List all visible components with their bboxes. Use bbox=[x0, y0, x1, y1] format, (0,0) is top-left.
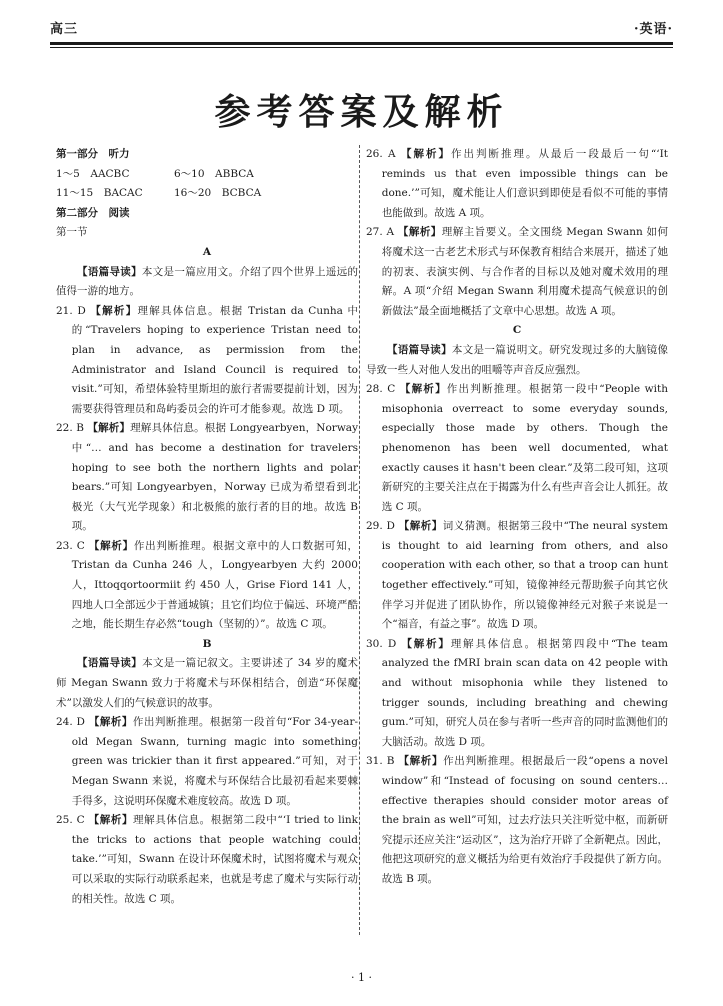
header-rule-thin bbox=[50, 47, 673, 48]
listening-answer: 11～15 BACAC bbox=[56, 187, 143, 200]
answer-29 bbox=[366, 517, 668, 635]
answer-23 bbox=[56, 537, 358, 635]
guide-text: 本文是一篇记叙文。主要讲述了 34 岁的魔术师 Megan Swann 致力于将魔术与环保相结合，创造“环保魔术”以激发人们的气候意识的故事。 bbox=[56, 657, 358, 709]
part1-title: 第一部分 听力 bbox=[56, 148, 130, 160]
answer-24 bbox=[56, 713, 358, 811]
analysis-tag: 【解析】 bbox=[398, 755, 444, 768]
question-number: 27. A bbox=[366, 226, 398, 239]
guide-text: 本文是一篇应用文。介绍了四个世界上遥远的值得一游的地方。 bbox=[56, 265, 359, 298]
subject-label: ·英语· bbox=[633, 22, 673, 37]
question-number: 28. C bbox=[366, 383, 400, 396]
page-header bbox=[50, 14, 673, 40]
answer-31 bbox=[366, 752, 668, 889]
answer-30 bbox=[366, 635, 668, 753]
column-divider bbox=[359, 145, 360, 935]
analysis-text: 作出判断推理。根据文章中的人口数据可知，Tristan da Cunha 246 人，Longyearbyen 大约 2000 人，Ittoqqortoormiit 约 450 人，Grise Fiord 141 人，四地人口全部远少于普通城镇；且它们均位于偏远、环境严酷之地，能长期生存必然“tough（坚韧的）”。故选 C 项。 bbox=[71, 539, 359, 631]
analysis-tag: 【解析】 bbox=[88, 716, 133, 729]
analysis-tag: 【解析】 bbox=[397, 226, 442, 239]
analysis-text: 理解具体信息。根据 Longyearbyen，Norway 中“… and has become a destination for travelers hoping to see both the northern lights and polar bears.”可知 Longyearbyen，Norway 已成为希望看到北极光（大气光学现象）和北极熊的旅行者的目的地。故选 B 项。 bbox=[71, 422, 358, 533]
listening-row bbox=[56, 165, 358, 185]
header-rule bbox=[50, 42, 673, 45]
passage-heading-c: C bbox=[512, 324, 522, 337]
question-number: 24. D bbox=[56, 716, 89, 729]
right-column bbox=[366, 145, 668, 890]
analysis-tag: 【解析】 bbox=[400, 148, 451, 160]
analysis-tag: 【解析】 bbox=[88, 814, 134, 827]
answer-25 bbox=[56, 811, 358, 909]
analysis-text: 词义猜测。根据第三段中“The neural system is thought to aid learning from others, and also cooperation with each other, so that a troop can hunt together effectively.”可知，镜像神经元帮助猴子向其它伙伴学习并促进了团队协作，所以镜像神经元对猴子来说是一个“福音，有益之事”。故选 D 项。 bbox=[381, 520, 668, 631]
question-number: 21. D bbox=[56, 304, 91, 317]
question-number: 30. D bbox=[366, 637, 402, 650]
analysis-tag: 【解析】 bbox=[87, 422, 131, 435]
answer-27 bbox=[366, 223, 668, 321]
guide-c bbox=[366, 341, 668, 380]
analysis-text: 作出判断推理。根据最后一段“opens a novel window”和“Instead of focusing on sound centers…effective therapies should consider motor areas of the brain as well”可知，过去疗法只关注听觉中枢，而新研究提示还应关注“运动区”，这为治疗开辟了全新靶点。因此，他把这项研究的意义概括为给更有效治疗手段提供了新方向。故选 B 项。 bbox=[381, 755, 668, 885]
analysis-tag: 【解析】 bbox=[399, 383, 447, 396]
listening-answer: 1～5 AACBC bbox=[56, 167, 130, 180]
analysis-text: 理解具体信息。根据 Tristan da Cunha 中的“Travelers hoping to experience Tristan need to plan in advance, as permission from the Administrator and Island Council is required to visit.”可知，希望体验特里斯坦的旅行者需要提前计划，因为需要获得管理员和岛屿委员会的许可才能参观。故选 D 项。 bbox=[71, 304, 358, 415]
question-number: 22. B bbox=[56, 422, 88, 435]
part2-title: 第二部分 阅读 bbox=[56, 206, 130, 219]
guide-tag: 【语篇导读】 bbox=[387, 343, 452, 356]
question-number: 23. C bbox=[56, 539, 89, 552]
guide-b bbox=[56, 654, 358, 713]
passage-heading-a: A bbox=[202, 245, 212, 258]
listening-answer: 16～20 BCBCA bbox=[174, 187, 262, 200]
guide-a bbox=[56, 263, 358, 302]
answer-21 bbox=[56, 302, 358, 420]
listening-row bbox=[56, 184, 358, 204]
page-number: · 1 · bbox=[351, 971, 372, 984]
answer-22 bbox=[56, 419, 358, 537]
analysis-text: 理解具体信息。根据第二段中“‘I tried to link the tricks to actions that people watching could take.’”可知，Swann 在设计环保魔术时，试图将魔术与观众可以采取的实际行动联系起来，也就是考虑了魔术与实际行动的相关性。故选 C 项。 bbox=[71, 814, 358, 905]
question-number: 29. D bbox=[366, 520, 399, 533]
analysis-tag: 【解析】 bbox=[401, 637, 451, 650]
question-number: 25. C bbox=[56, 814, 89, 827]
answer-28 bbox=[366, 380, 668, 517]
guide-tag: 【语篇导读】 bbox=[77, 265, 142, 278]
grade-label: 高三 bbox=[50, 22, 79, 37]
analysis-text: 理解具体信息。根据第四段中“The team analyzed the fMRI brain scan data on 42 people with and without misophonia while they listened to trigger sounds, including breathing and chewing gum.”可知，研究人员在参与者听一些声音的同时监测他们的大脑活动。故选 D 项。 bbox=[381, 637, 669, 748]
page-title: 参考答案及解析 bbox=[214, 92, 509, 133]
analysis-text: 作出判断推理。根据第一段首句“For 34-year-old Megan Swann, turning magic into something green was trickier than it first appeared.”可知，对于 Megan Swann 来说，将魔术与环保结合比最初看起来要棘手得多，这说明环保魔术难度较高。故选 D 项。 bbox=[71, 716, 359, 807]
listening-answer: 6～10 ABBCA bbox=[174, 167, 254, 180]
analysis-text: 作出判断推理。从最后一段最后一句“‘It reminds us that even impossible things can be done.’”可知，魔术能让人们意识到即使是看似不可能的事情也能做到。故选 A 项。 bbox=[381, 148, 668, 219]
question-number: 26. A bbox=[366, 148, 401, 160]
guide-tag: 【语篇导读】 bbox=[77, 657, 143, 670]
analysis-text: 理解主旨要义。全文围绕 Megan Swann 如何将魔术这一古老艺术形式与环保教育相结合来展开，描述了她的初衷、表演实例、与合作者的目标以及她对魔术效用的理解。A 项“介绍 Megan Swann 利用魔术提高气候意识的创新做法”最全面地概括了文章中心思想。故选 A 项。 bbox=[381, 226, 668, 317]
analysis-tag: 【解析】 bbox=[90, 304, 138, 317]
question-number: 31. B bbox=[366, 755, 399, 768]
passage-heading-b: B bbox=[202, 637, 212, 650]
guide-text: 本文是一篇说明文。研究发现过多的大脑镜像导致一些人对他人发出的咀嚼等声音反应强烈。 bbox=[366, 343, 669, 376]
analysis-tag: 【解析】 bbox=[88, 539, 134, 552]
analysis-text: 作出判断推理。根据第一段中“People with misophonia overreact to some everyday sounds, especially those made by others. Though the phenomenon has been well documented, what exactly causes it hasn't been clear.”及第二段可知，这项新研究的主要关注点在于揭露为什么有些声音会让人抓狂。故选 C 项。 bbox=[381, 383, 668, 513]
analysis-tag: 【解析】 bbox=[398, 520, 443, 533]
answer-26 bbox=[366, 145, 668, 223]
left-column bbox=[56, 145, 358, 909]
section-label: 第一节 bbox=[56, 226, 88, 239]
